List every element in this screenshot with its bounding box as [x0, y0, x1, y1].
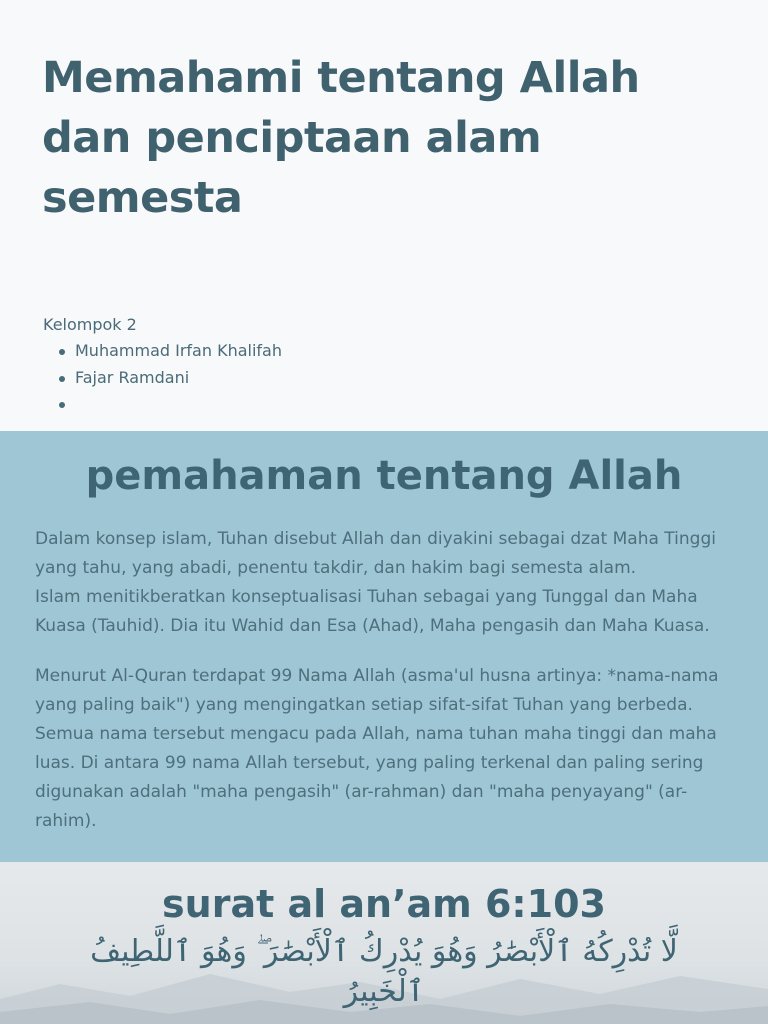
bullet-icon: [59, 376, 65, 382]
member-name: Fajar Ramdani: [75, 367, 190, 387]
title-slide: [0, 0, 768, 431]
arabic-verse: لَّا تُدْرِكُهُ ٱلْأَبْصَٰرُ وَهُوَ يُدْرِكُ ٱلْأَبْصَٰرَ ۖ وَهُوَ ٱللَّطِيفُ ٱلْخَبِيرُ: [90, 934, 678, 1009]
content-slide: [0, 431, 768, 862]
paragraph-1: [35, 525, 735, 641]
bullet-icon: [59, 349, 65, 355]
list-item: [43, 393, 282, 420]
group-label: Kelompok 2: [43, 315, 137, 334]
bullet-icon: [59, 402, 65, 408]
paragraph-2: Menurut Al-Quran terdapat 99 Nama Allah (asma'ul husna artinya: *nama-nama yang paling baik") yang mengingatkan setiap sifat-sifat Tuhan yang berbeda. Semua nama tersebut mengacu pada Allah, nama tuhan maha tinggi dan maha luas. Di antara 99 nama Allah tersebut, yang paling terkenal dan paling sering digunakan adalah "maha pengasih" (ar-rahman) dan "maha penyayang" (ar-rahim).: [35, 666, 719, 831]
section-title: pemahaman tentang Allah: [85, 453, 683, 499]
group-info: [43, 314, 282, 420]
verse-title: surat al an’am 6:103: [162, 882, 606, 926]
page-title: Memahami tentang Allah dan penciptaan alam semesta: [42, 53, 640, 223]
member-list: [43, 340, 282, 420]
paragraph-1-line-1: Dalam konsep islam, Tuhan disebut Allah dan diyakini sebagai dzat Maha Tinggi yang tahu, yang abadi, penentu takdir, dan hakim bagi semesta alam.: [35, 529, 716, 578]
member-name: Muhammad Irfan Khalifah: [75, 341, 282, 360]
paragraph-1-line-2: Islam menitikberatkan konseptualisasi Tuhan sebagai yang Tunggal dan Maha Kuasa (Tauhid). Dia itu Wahid dan Esa (Ahad), Maha pengasih dan Maha Kuasa.: [35, 587, 710, 636]
verse-slide: [0, 862, 768, 1024]
list-item: [43, 340, 282, 367]
list-item: [43, 367, 282, 394]
